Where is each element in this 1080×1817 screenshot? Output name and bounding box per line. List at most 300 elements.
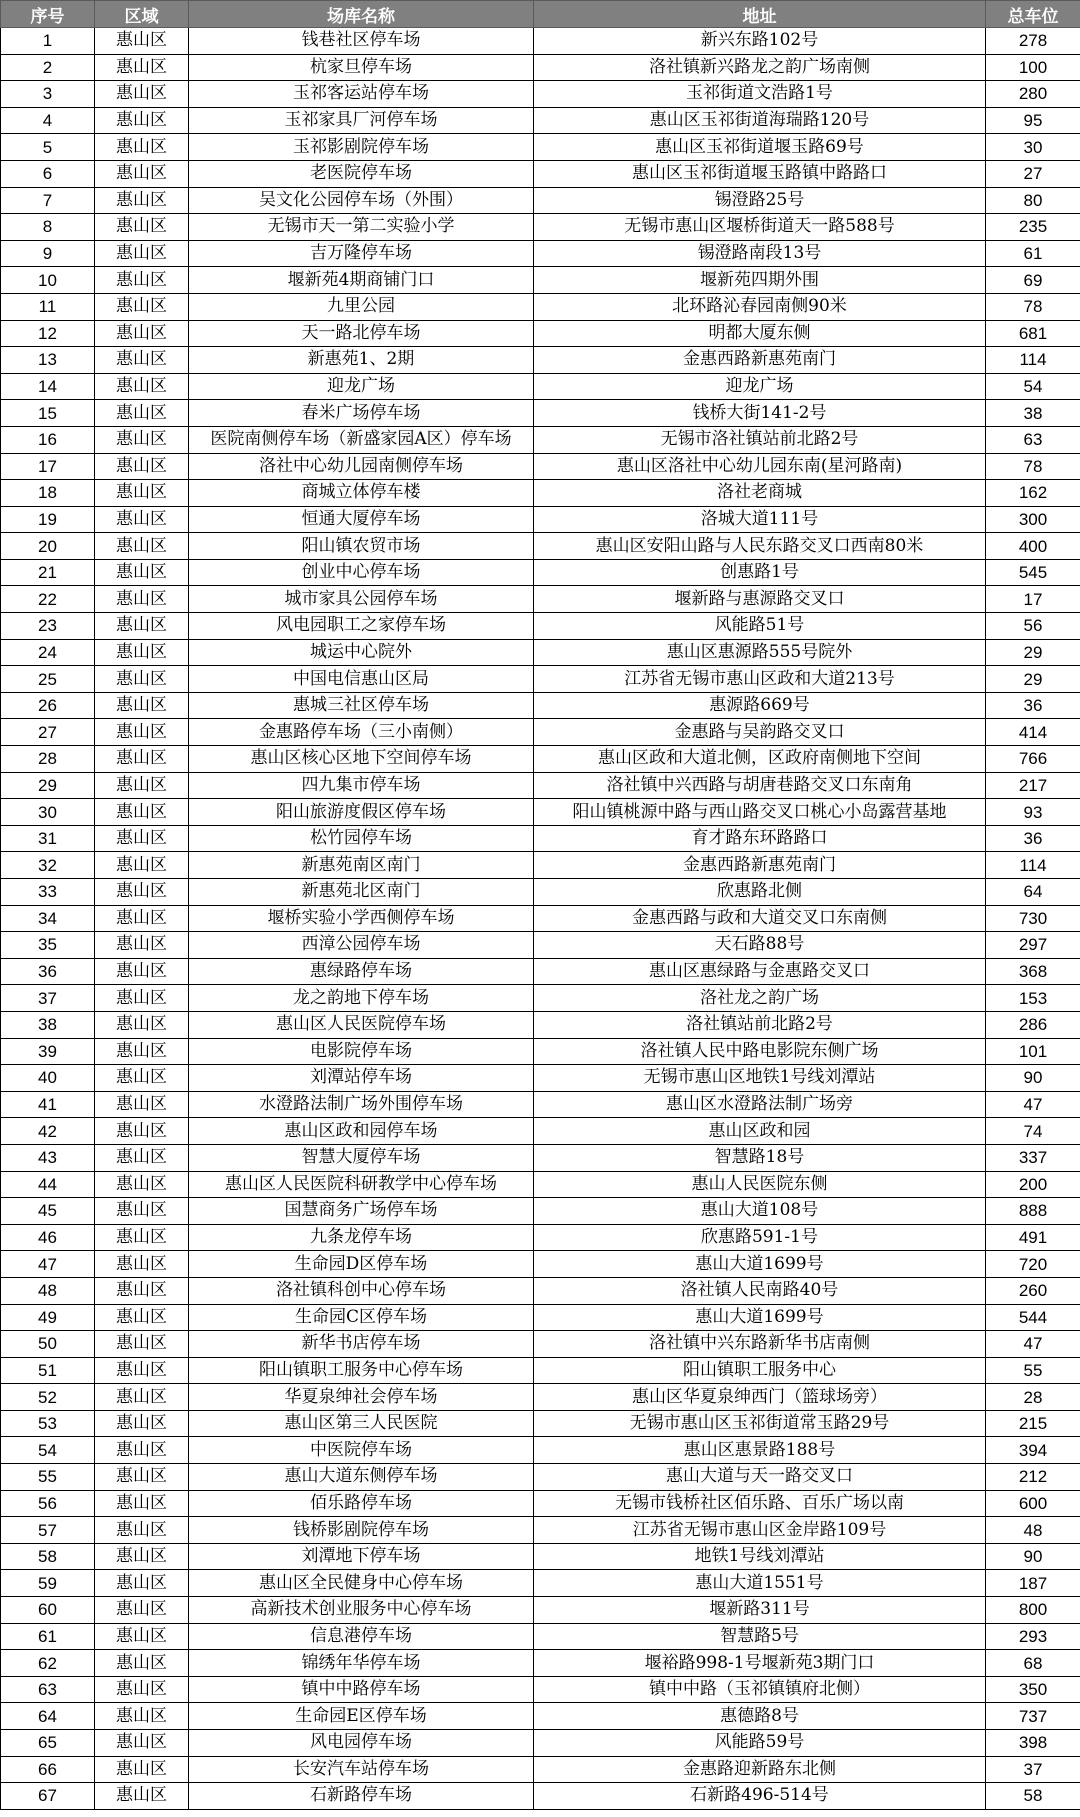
cell-district: 惠山区: [95, 426, 189, 453]
cell-address: 风能路59号: [534, 1730, 986, 1757]
cell-index: 47: [1, 1251, 95, 1278]
cell-total-spaces: 394: [986, 1437, 1080, 1464]
cell-total-spaces: 47: [986, 1091, 1080, 1118]
cell-total-spaces: 297: [986, 932, 1080, 959]
table-row: [1, 533, 1080, 560]
cell-index: 10: [1, 267, 95, 294]
table-row: [1, 1437, 1080, 1464]
cell-lot-name: 惠山区第三人民医院: [189, 1410, 534, 1437]
cell-lot-name: 中国电信惠山区局: [189, 666, 534, 693]
cell-district: 惠山区: [95, 958, 189, 985]
cell-index: 60: [1, 1597, 95, 1624]
cell-lot-name: 惠山区核心区地下空间停车场: [189, 746, 534, 773]
table-row: [1, 1038, 1080, 1065]
cell-index: 64: [1, 1703, 95, 1730]
table-row: [1, 1331, 1080, 1358]
table-row: [1, 559, 1080, 586]
cell-index: 48: [1, 1277, 95, 1304]
table-row: [1, 1357, 1080, 1384]
table-row: [1, 692, 1080, 719]
table-body: [1, 28, 1080, 1810]
cell-address: 洛社镇人民南路40号: [534, 1277, 986, 1304]
cell-total-spaces: 212: [986, 1464, 1080, 1491]
cell-district: 惠山区: [95, 453, 189, 480]
cell-index: 13: [1, 347, 95, 374]
table-row: [1, 107, 1080, 134]
cell-index: 31: [1, 825, 95, 852]
cell-index: 42: [1, 1118, 95, 1145]
table-row: [1, 1118, 1080, 1145]
cell-lot-name: 新华书店停车场: [189, 1331, 534, 1358]
cell-lot-name: 惠山区全民健身中心停车场: [189, 1570, 534, 1597]
cell-lot-name: 惠山大道东侧停车场: [189, 1464, 534, 1491]
table-row: [1, 28, 1080, 55]
cell-index: 25: [1, 666, 95, 693]
cell-total-spaces: 54: [986, 373, 1080, 400]
table-row: [1, 347, 1080, 374]
header-lot-name: 场库名称: [189, 1, 534, 28]
cell-district: 惠山区: [95, 214, 189, 241]
cell-lot-name: 杭家旦停车场: [189, 54, 534, 81]
cell-district: 惠山区: [95, 1437, 189, 1464]
table-row: [1, 373, 1080, 400]
cell-index: 15: [1, 400, 95, 427]
cell-lot-name: 刘潭站停车场: [189, 1065, 534, 1092]
cell-index: 5: [1, 134, 95, 161]
cell-total-spaces: 27: [986, 160, 1080, 187]
cell-address: 玉祁街道文浩路1号: [534, 81, 986, 108]
cell-district: 惠山区: [95, 1144, 189, 1171]
cell-total-spaces: 37: [986, 1756, 1080, 1783]
table-row: [1, 320, 1080, 347]
cell-district: 惠山区: [95, 799, 189, 826]
cell-district: 惠山区: [95, 1783, 189, 1810]
cell-lot-name: 迎龙广场: [189, 373, 534, 400]
cell-address: 惠源路669号: [534, 692, 986, 719]
table-row: [1, 81, 1080, 108]
cell-district: 惠山区: [95, 1198, 189, 1225]
cell-district: 惠山区: [95, 1650, 189, 1677]
cell-index: 4: [1, 107, 95, 134]
cell-address: 育才路东环路路口: [534, 825, 986, 852]
cell-total-spaces: 29: [986, 639, 1080, 666]
table-row: [1, 1597, 1080, 1624]
cell-index: 28: [1, 746, 95, 773]
cell-address: 洛社镇人民中路电影院东侧广场: [534, 1038, 986, 1065]
cell-address: 堰新路与惠源路交叉口: [534, 586, 986, 613]
cell-total-spaces: 48: [986, 1517, 1080, 1544]
cell-index: 56: [1, 1490, 95, 1517]
cell-total-spaces: 38: [986, 400, 1080, 427]
cell-total-spaces: 17: [986, 586, 1080, 613]
cell-total-spaces: 58: [986, 1783, 1080, 1810]
cell-district: 惠山区: [95, 825, 189, 852]
cell-district: 惠山区: [95, 1623, 189, 1650]
cell-lot-name: 钱巷社区停车场: [189, 28, 534, 55]
cell-total-spaces: 28: [986, 1384, 1080, 1411]
cell-address: 智慧路18号: [534, 1144, 986, 1171]
cell-address: 惠山人民医院东侧: [534, 1171, 986, 1198]
cell-district: 惠山区: [95, 666, 189, 693]
cell-total-spaces: 730: [986, 905, 1080, 932]
cell-address: 惠山区玉祁街道堰玉路69号: [534, 134, 986, 161]
cell-district: 惠山区: [95, 639, 189, 666]
cell-index: 38: [1, 1011, 95, 1038]
cell-address: 惠山大道1699号: [534, 1304, 986, 1331]
cell-total-spaces: 36: [986, 692, 1080, 719]
cell-district: 惠山区: [95, 559, 189, 586]
cell-total-spaces: 90: [986, 1543, 1080, 1570]
cell-lot-name: 九条龙停车场: [189, 1224, 534, 1251]
cell-lot-name: 生命园D区停车场: [189, 1251, 534, 1278]
cell-address: 金惠西路新惠苑南门: [534, 347, 986, 374]
cell-address: 惠山区玉祁街道海瑞路120号: [534, 107, 986, 134]
cell-total-spaces: 398: [986, 1730, 1080, 1757]
cell-district: 惠山区: [95, 28, 189, 55]
cell-total-spaces: 235: [986, 214, 1080, 241]
cell-lot-name: 阳山镇农贸市场: [189, 533, 534, 560]
table-row: [1, 1517, 1080, 1544]
table-row: [1, 852, 1080, 879]
cell-index: 1: [1, 28, 95, 55]
cell-district: 惠山区: [95, 1251, 189, 1278]
cell-district: 惠山区: [95, 1277, 189, 1304]
cell-total-spaces: 61: [986, 240, 1080, 267]
cell-lot-name: 镇中中路停车场: [189, 1676, 534, 1703]
table-row: [1, 1224, 1080, 1251]
cell-lot-name: 智慧大厦停车场: [189, 1144, 534, 1171]
cell-district: 惠山区: [95, 107, 189, 134]
cell-district: 惠山区: [95, 54, 189, 81]
table-row: [1, 1490, 1080, 1517]
cell-address: 洛社老商城: [534, 480, 986, 507]
cell-total-spaces: 545: [986, 559, 1080, 586]
cell-address: 金惠西路新惠苑南门: [534, 852, 986, 879]
header-district: 区域: [95, 1, 189, 28]
cell-address: 新兴东路102号: [534, 28, 986, 55]
cell-district: 惠山区: [95, 1597, 189, 1624]
cell-total-spaces: 114: [986, 852, 1080, 879]
cell-lot-name: 钱桥影剧院停车场: [189, 1517, 534, 1544]
cell-total-spaces: 153: [986, 985, 1080, 1012]
cell-total-spaces: 29: [986, 666, 1080, 693]
cell-total-spaces: 56: [986, 613, 1080, 640]
table-row: [1, 453, 1080, 480]
cell-lot-name: 惠绿路停车场: [189, 958, 534, 985]
cell-lot-name: 新惠苑1、2期: [189, 347, 534, 374]
table-row: [1, 825, 1080, 852]
table-row: [1, 746, 1080, 773]
cell-address: 惠山大道1699号: [534, 1251, 986, 1278]
cell-lot-name: 长安汽车站停车场: [189, 1756, 534, 1783]
cell-index: 57: [1, 1517, 95, 1544]
table-row: [1, 240, 1080, 267]
cell-address: 江苏省无锡市惠山区金岸路109号: [534, 1517, 986, 1544]
table-row: [1, 1304, 1080, 1331]
cell-address: 惠山区水澄路法制广场旁: [534, 1091, 986, 1118]
table-row: [1, 958, 1080, 985]
header-row: [1, 1, 1080, 28]
table-row: [1, 666, 1080, 693]
cell-address: 迎龙广场: [534, 373, 986, 400]
cell-district: 惠山区: [95, 772, 189, 799]
cell-index: 11: [1, 293, 95, 320]
cell-lot-name: 商城立体停车楼: [189, 480, 534, 507]
cell-district: 惠山区: [95, 1065, 189, 1092]
cell-lot-name: 天一路北停车场: [189, 320, 534, 347]
cell-district: 惠山区: [95, 160, 189, 187]
cell-address: 堰裕路998-1号堰新苑3期门口: [534, 1650, 986, 1677]
cell-address: 惠山大道与天一路交叉口: [534, 1464, 986, 1491]
cell-lot-name: 堰新苑4期商铺门口: [189, 267, 534, 294]
cell-total-spaces: 888: [986, 1198, 1080, 1225]
cell-district: 惠山区: [95, 719, 189, 746]
cell-district: 惠山区: [95, 134, 189, 161]
cell-lot-name: 玉祁家具厂河停车场: [189, 107, 534, 134]
cell-index: 22: [1, 586, 95, 613]
cell-index: 41: [1, 1091, 95, 1118]
cell-index: 53: [1, 1410, 95, 1437]
cell-index: 27: [1, 719, 95, 746]
cell-total-spaces: 74: [986, 1118, 1080, 1145]
cell-address: 洛社龙之韵广场: [534, 985, 986, 1012]
cell-index: 7: [1, 187, 95, 214]
cell-total-spaces: 63: [986, 426, 1080, 453]
cell-index: 62: [1, 1650, 95, 1677]
cell-total-spaces: 30: [986, 134, 1080, 161]
cell-total-spaces: 368: [986, 958, 1080, 985]
cell-total-spaces: 280: [986, 81, 1080, 108]
cell-index: 35: [1, 932, 95, 959]
table-row: [1, 1756, 1080, 1783]
cell-address: 惠山区惠绿路与金惠路交叉口: [534, 958, 986, 985]
cell-total-spaces: 114: [986, 347, 1080, 374]
cell-address: 智慧路5号: [534, 1623, 986, 1650]
cell-district: 惠山区: [95, 81, 189, 108]
table-row: [1, 54, 1080, 81]
table-row: [1, 1144, 1080, 1171]
table-row: [1, 1251, 1080, 1278]
cell-index: 46: [1, 1224, 95, 1251]
cell-district: 惠山区: [95, 480, 189, 507]
cell-index: 52: [1, 1384, 95, 1411]
cell-district: 惠山区: [95, 1543, 189, 1570]
table-row: [1, 719, 1080, 746]
header-address: 地址: [534, 1, 986, 28]
cell-lot-name: 惠城三社区停车场: [189, 692, 534, 719]
cell-address: 洛社镇新兴路龙之韵广场南侧: [534, 54, 986, 81]
cell-district: 惠山区: [95, 506, 189, 533]
cell-address: 洛社镇站前北路2号: [534, 1011, 986, 1038]
table-row: [1, 187, 1080, 214]
cell-total-spaces: 68: [986, 1650, 1080, 1677]
cell-district: 惠山区: [95, 347, 189, 374]
cell-lot-name: 无锡市天一第二实验小学: [189, 214, 534, 241]
header-index: 序号: [1, 1, 95, 28]
table-row: [1, 1384, 1080, 1411]
cell-lot-name: 锦绣年华停车场: [189, 1650, 534, 1677]
cell-lot-name: 四九集市停车场: [189, 772, 534, 799]
table-row: [1, 586, 1080, 613]
cell-address: 堰新路311号: [534, 1597, 986, 1624]
cell-total-spaces: 36: [986, 825, 1080, 852]
cell-index: 51: [1, 1357, 95, 1384]
cell-total-spaces: 600: [986, 1490, 1080, 1517]
cell-total-spaces: 80: [986, 187, 1080, 214]
cell-lot-name: 老医院停车场: [189, 160, 534, 187]
cell-address: 洛社镇中兴西路与胡唐巷路交叉口东南角: [534, 772, 986, 799]
cell-district: 惠山区: [95, 533, 189, 560]
table-row: [1, 293, 1080, 320]
cell-district: 惠山区: [95, 1091, 189, 1118]
table-row: [1, 1650, 1080, 1677]
cell-district: 惠山区: [95, 320, 189, 347]
cell-total-spaces: 260: [986, 1277, 1080, 1304]
cell-index: 50: [1, 1331, 95, 1358]
cell-address: 惠德路8号: [534, 1703, 986, 1730]
cell-total-spaces: 544: [986, 1304, 1080, 1331]
table-row: [1, 879, 1080, 906]
cell-district: 惠山区: [95, 746, 189, 773]
cell-district: 惠山区: [95, 187, 189, 214]
cell-address: 洛城大道111号: [534, 506, 986, 533]
cell-index: 24: [1, 639, 95, 666]
cell-total-spaces: 64: [986, 879, 1080, 906]
cell-address: 洛社镇中兴东路新华书店南侧: [534, 1331, 986, 1358]
cell-lot-name: 堰桥实验小学西侧停车场: [189, 905, 534, 932]
cell-index: 44: [1, 1171, 95, 1198]
table-row: [1, 1065, 1080, 1092]
cell-total-spaces: 217: [986, 772, 1080, 799]
cell-index: 9: [1, 240, 95, 267]
cell-lot-name: 佰乐路停车场: [189, 1490, 534, 1517]
cell-address: 阳山镇职工服务中心: [534, 1357, 986, 1384]
cell-index: 6: [1, 160, 95, 187]
table-row: [1, 214, 1080, 241]
cell-district: 惠山区: [95, 932, 189, 959]
cell-district: 惠山区: [95, 1357, 189, 1384]
cell-lot-name: 创业中心停车场: [189, 559, 534, 586]
cell-index: 63: [1, 1676, 95, 1703]
cell-district: 惠山区: [95, 400, 189, 427]
cell-lot-name: 金惠路停车场（三小南侧）: [189, 719, 534, 746]
table-row: [1, 1730, 1080, 1757]
cell-address: 镇中中路（玉祁镇镇府北侧）: [534, 1676, 986, 1703]
cell-total-spaces: 414: [986, 719, 1080, 746]
cell-lot-name: 华夏泉绅社会停车场: [189, 1384, 534, 1411]
cell-index: 2: [1, 54, 95, 81]
cell-total-spaces: 95: [986, 107, 1080, 134]
cell-district: 惠山区: [95, 1570, 189, 1597]
cell-total-spaces: 286: [986, 1011, 1080, 1038]
cell-address: 创惠路1号: [534, 559, 986, 586]
cell-lot-name: 春米广场停车场: [189, 400, 534, 427]
table-row: [1, 267, 1080, 294]
cell-lot-name: 电影院停车场: [189, 1038, 534, 1065]
cell-lot-name: 城运中心院外: [189, 639, 534, 666]
cell-address: 地铁1号线刘潭站: [534, 1543, 986, 1570]
cell-total-spaces: 720: [986, 1251, 1080, 1278]
cell-index: 58: [1, 1543, 95, 1570]
cell-lot-name: 医院南侧停车场（新盛家园A区）停车场: [189, 426, 534, 453]
cell-index: 32: [1, 852, 95, 879]
cell-address: 惠山区华夏泉绅西门（篮球场旁）: [534, 1384, 986, 1411]
cell-index: 14: [1, 373, 95, 400]
cell-address: 惠山区洛社中心幼儿园东南(星河路南): [534, 453, 986, 480]
cell-address: 江苏省无锡市惠山区政和大道213号: [534, 666, 986, 693]
cell-address: 惠山区政和大道北侧，区政府南侧地下空间: [534, 746, 986, 773]
cell-index: 12: [1, 320, 95, 347]
cell-address: 锡澄路25号: [534, 187, 986, 214]
cell-index: 66: [1, 1756, 95, 1783]
cell-total-spaces: 350: [986, 1676, 1080, 1703]
table-row: [1, 905, 1080, 932]
cell-address: 无锡市惠山区玉祁街道常玉路29号: [534, 1410, 986, 1437]
cell-lot-name: 刘潭地下停车场: [189, 1543, 534, 1570]
cell-lot-name: 恒通大厦停车场: [189, 506, 534, 533]
cell-index: 39: [1, 1038, 95, 1065]
cell-lot-name: 玉祁影剧院停车场: [189, 134, 534, 161]
cell-total-spaces: 69: [986, 267, 1080, 294]
cell-index: 19: [1, 506, 95, 533]
cell-district: 惠山区: [95, 1038, 189, 1065]
cell-address: 锡澄路南段13号: [534, 240, 986, 267]
header-total-spaces: 总车位: [986, 1, 1080, 28]
table-row: [1, 1623, 1080, 1650]
cell-lot-name: 惠山区政和园停车场: [189, 1118, 534, 1145]
cell-total-spaces: 100: [986, 54, 1080, 81]
table-row: [1, 1198, 1080, 1225]
cell-index: 3: [1, 81, 95, 108]
cell-district: 惠山区: [95, 1756, 189, 1783]
cell-lot-name: 新惠苑北区南门: [189, 879, 534, 906]
cell-lot-name: 风电园职工之家停车场: [189, 613, 534, 640]
cell-lot-name: 城市家具公园停车场: [189, 586, 534, 613]
cell-index: 55: [1, 1464, 95, 1491]
table-row: [1, 1570, 1080, 1597]
cell-address: 北环路沁春园南侧90米: [534, 293, 986, 320]
cell-district: 惠山区: [95, 1011, 189, 1038]
table-row: [1, 1703, 1080, 1730]
cell-lot-name: 阳山旅游度假区停车场: [189, 799, 534, 826]
cell-total-spaces: 78: [986, 453, 1080, 480]
cell-total-spaces: 200: [986, 1171, 1080, 1198]
cell-lot-name: 信息港停车场: [189, 1623, 534, 1650]
cell-lot-name: 吴文化公园停车场（外围）: [189, 187, 534, 214]
cell-lot-name: 洛社中心幼儿园南侧停车场: [189, 453, 534, 480]
cell-district: 惠山区: [95, 293, 189, 320]
cell-lot-name: 高新技术创业服务中心停车场: [189, 1597, 534, 1624]
cell-lot-name: 风电园停车场: [189, 1730, 534, 1757]
cell-total-spaces: 78: [986, 293, 1080, 320]
cell-address: 欣惠路北侧: [534, 879, 986, 906]
cell-lot-name: 玉祁客运站停车场: [189, 81, 534, 108]
cell-district: 惠山区: [95, 985, 189, 1012]
table-row: [1, 1171, 1080, 1198]
cell-index: 59: [1, 1570, 95, 1597]
cell-lot-name: 九里公园: [189, 293, 534, 320]
cell-district: 惠山区: [95, 1490, 189, 1517]
table-row: [1, 799, 1080, 826]
cell-lot-name: 阳山镇职工服务中心停车场: [189, 1357, 534, 1384]
cell-address: 惠山区玉祁街道堰玉路镇中路路口: [534, 160, 986, 187]
cell-index: 37: [1, 985, 95, 1012]
cell-address: 风能路51号: [534, 613, 986, 640]
table-row: [1, 426, 1080, 453]
cell-lot-name: 龙之韵地下停车场: [189, 985, 534, 1012]
cell-total-spaces: 400: [986, 533, 1080, 560]
cell-address: 惠山区惠源路555号院外: [534, 639, 986, 666]
